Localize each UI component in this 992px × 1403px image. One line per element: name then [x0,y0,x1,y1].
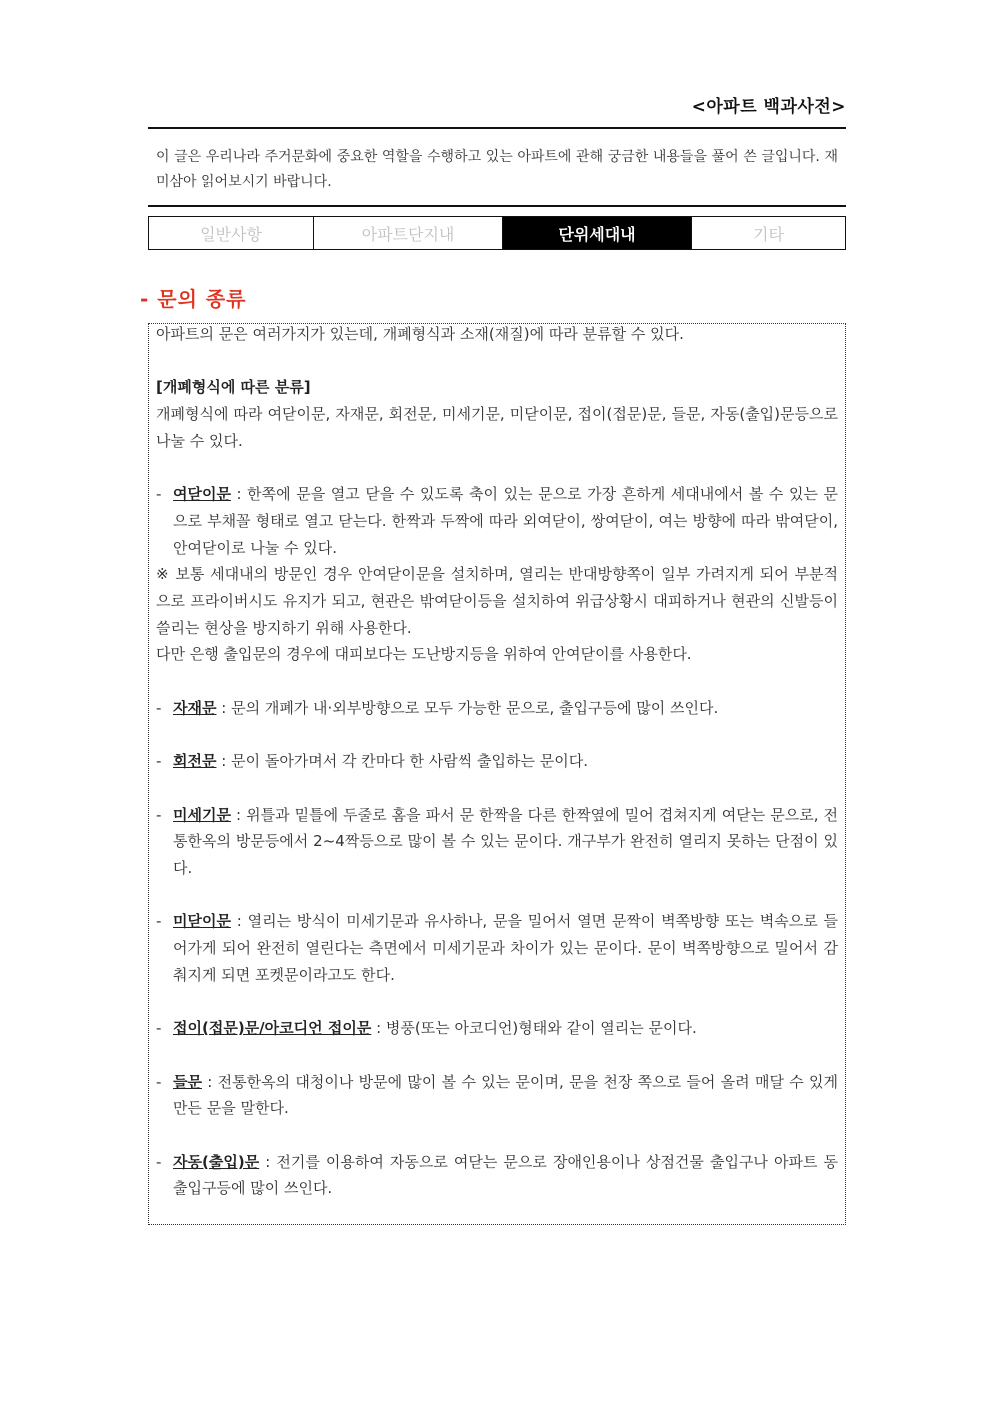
term-bypass-sliding-door: 미세기문 [173,805,231,824]
list-dash: - [156,912,162,931]
list-item [156,1015,838,1042]
list-dash: - [156,1019,162,1038]
item-text: : 전통한옥의 대청이나 방문에 많이 볼 수 있는 문이며, 문을 천장 쪽으로 들어 올려 매달 수 있게 만든 문을 말한다. [173,1072,838,1118]
note-paragraph: ※ 보통 세대내의 방문인 경우 안여닫이문을 설치하며, 열리는 반대방향쪽이 일부 가려지게 되어 부분적으로 프라이버시도 유지가 되고, 현관은 밖여닫이등을 설치하여 위급상황시 대피하거나 현관의 신발등이 쓸리는 현상을 방지하기 위해 사용한다. [156,565,838,637]
content-body [156,321,838,1202]
list-item [156,748,838,775]
list-dash: - [156,698,162,717]
item-text: : 문이 돌아가며서 각 칸마다 한 사람씩 출입하는 문이다. [216,752,589,771]
list-item [156,481,838,561]
list-dash: - [156,805,162,824]
subheading-text: 개폐형식에 따라 여닫이문, 자재문, 회전문, 미세기문, 미닫이문, 접이(접문)문, 들문, 자동(출입)문등으로 나눌 수 있다. [156,405,838,450]
term-sliding-door: 미닫이문 [173,912,231,931]
list-item [156,802,838,882]
item-text: : 열리는 방식이 미세기문과 유사하나, 문을 밀어서 열면 문짝이 벽쪽방향 또는 벽속으로 들어가게 되어 완전히 열린다는 측면에서 미세기문과 차이가 있는 문이다. 문이 벽쪽방향으로 밀어서 감춰지게 되면 포켓문이라고도 한다. [173,912,838,984]
section-title: - 문의 종류 [140,287,247,311]
list-item [156,908,838,988]
intro-text: 이 글은 우리나라 주거문화에 중요한 역할을 수행하고 있는 아파트에 관해 궁금한 내용들을 풀어 쓴 글입니다. 재미삼아 읽어보시기 바랍니다. [156,149,838,190]
list-dash: - [156,1152,162,1171]
mid-divider [148,205,846,207]
top-divider [148,127,846,129]
term-lift-door: 들문 [173,1072,202,1091]
list-dash: - [156,485,162,504]
tab-general[interactable]: 일반사항 [149,217,314,249]
term-automatic-door: 자동(출입)문 [173,1152,260,1171]
item-text: : 한쪽에 문을 열고 닫을 수 있도록 축이 있는 문으로 가장 흔하게 세대내에서 볼 수 있는 문으로 부채꼴 형태로 열고 닫는다. 한짝과 두짝에 따라 외여닫이, 쌍여닫이, 여는 방향에 따라 밖여닫이, 안여닫이로 나눌 수 있다. [173,485,838,557]
term-revolving-door: 회전문 [173,752,217,771]
item-text: : 전기를 이용하여 자동으로 여닫는 문으로 장애인용이나 상점건물 출입구나 아파트 동출입구등에 많이 쓰인다. [173,1152,838,1198]
item-text: : 문의 개폐가 내·외부방향으로 모두 가능한 문으로, 출입구등에 많이 쓰인다. [216,698,719,717]
list-dash: - [156,1072,162,1091]
list-item [156,1149,838,1202]
list-dash: - [156,752,162,771]
lead-paragraph: 아파트의 문은 여러가지가 있는데, 개폐형식과 소재(재질)에 따라 분류할 수 있다. [156,325,684,343]
term-folding-door: 접이(접문)문/아코디언 접이문 [173,1019,372,1038]
category-tabs [148,216,846,250]
note2-paragraph: 다만 은행 출입문의 경우에 대피보다는 도난방지등을 위하여 안여닫이를 사용한다. [156,645,692,664]
term-swing-door: 여닫이문 [173,485,231,504]
tab-other[interactable]: 기타 [753,224,784,244]
term-double-swing-door: 자재문 [173,698,217,717]
item-text: : 위틀과 밑틀에 두줄로 홈을 파서 문 한짝을 다른 한짝옆에 밀어 겹쳐지게 여닫는 문으로, 전통한옥의 방문등에서 2~4짝등으로 많이 볼 수 있는 문이다. 개구부가 완전히 열리지 못하는 단점이 있다. [173,805,838,877]
tab-unit[interactable]: 단위세대내 [503,217,692,249]
subheading: [개폐형식에 따른 분류] [156,378,311,397]
tab-complex[interactable]: 아파트단지내 [314,217,503,249]
page-header-title: <아파트 백과사전> [691,97,846,117]
list-item [156,695,838,722]
list-item [156,1069,838,1122]
item-text: : 병풍(또는 아코디언)형태와 같이 열리는 문이다. [371,1019,697,1038]
